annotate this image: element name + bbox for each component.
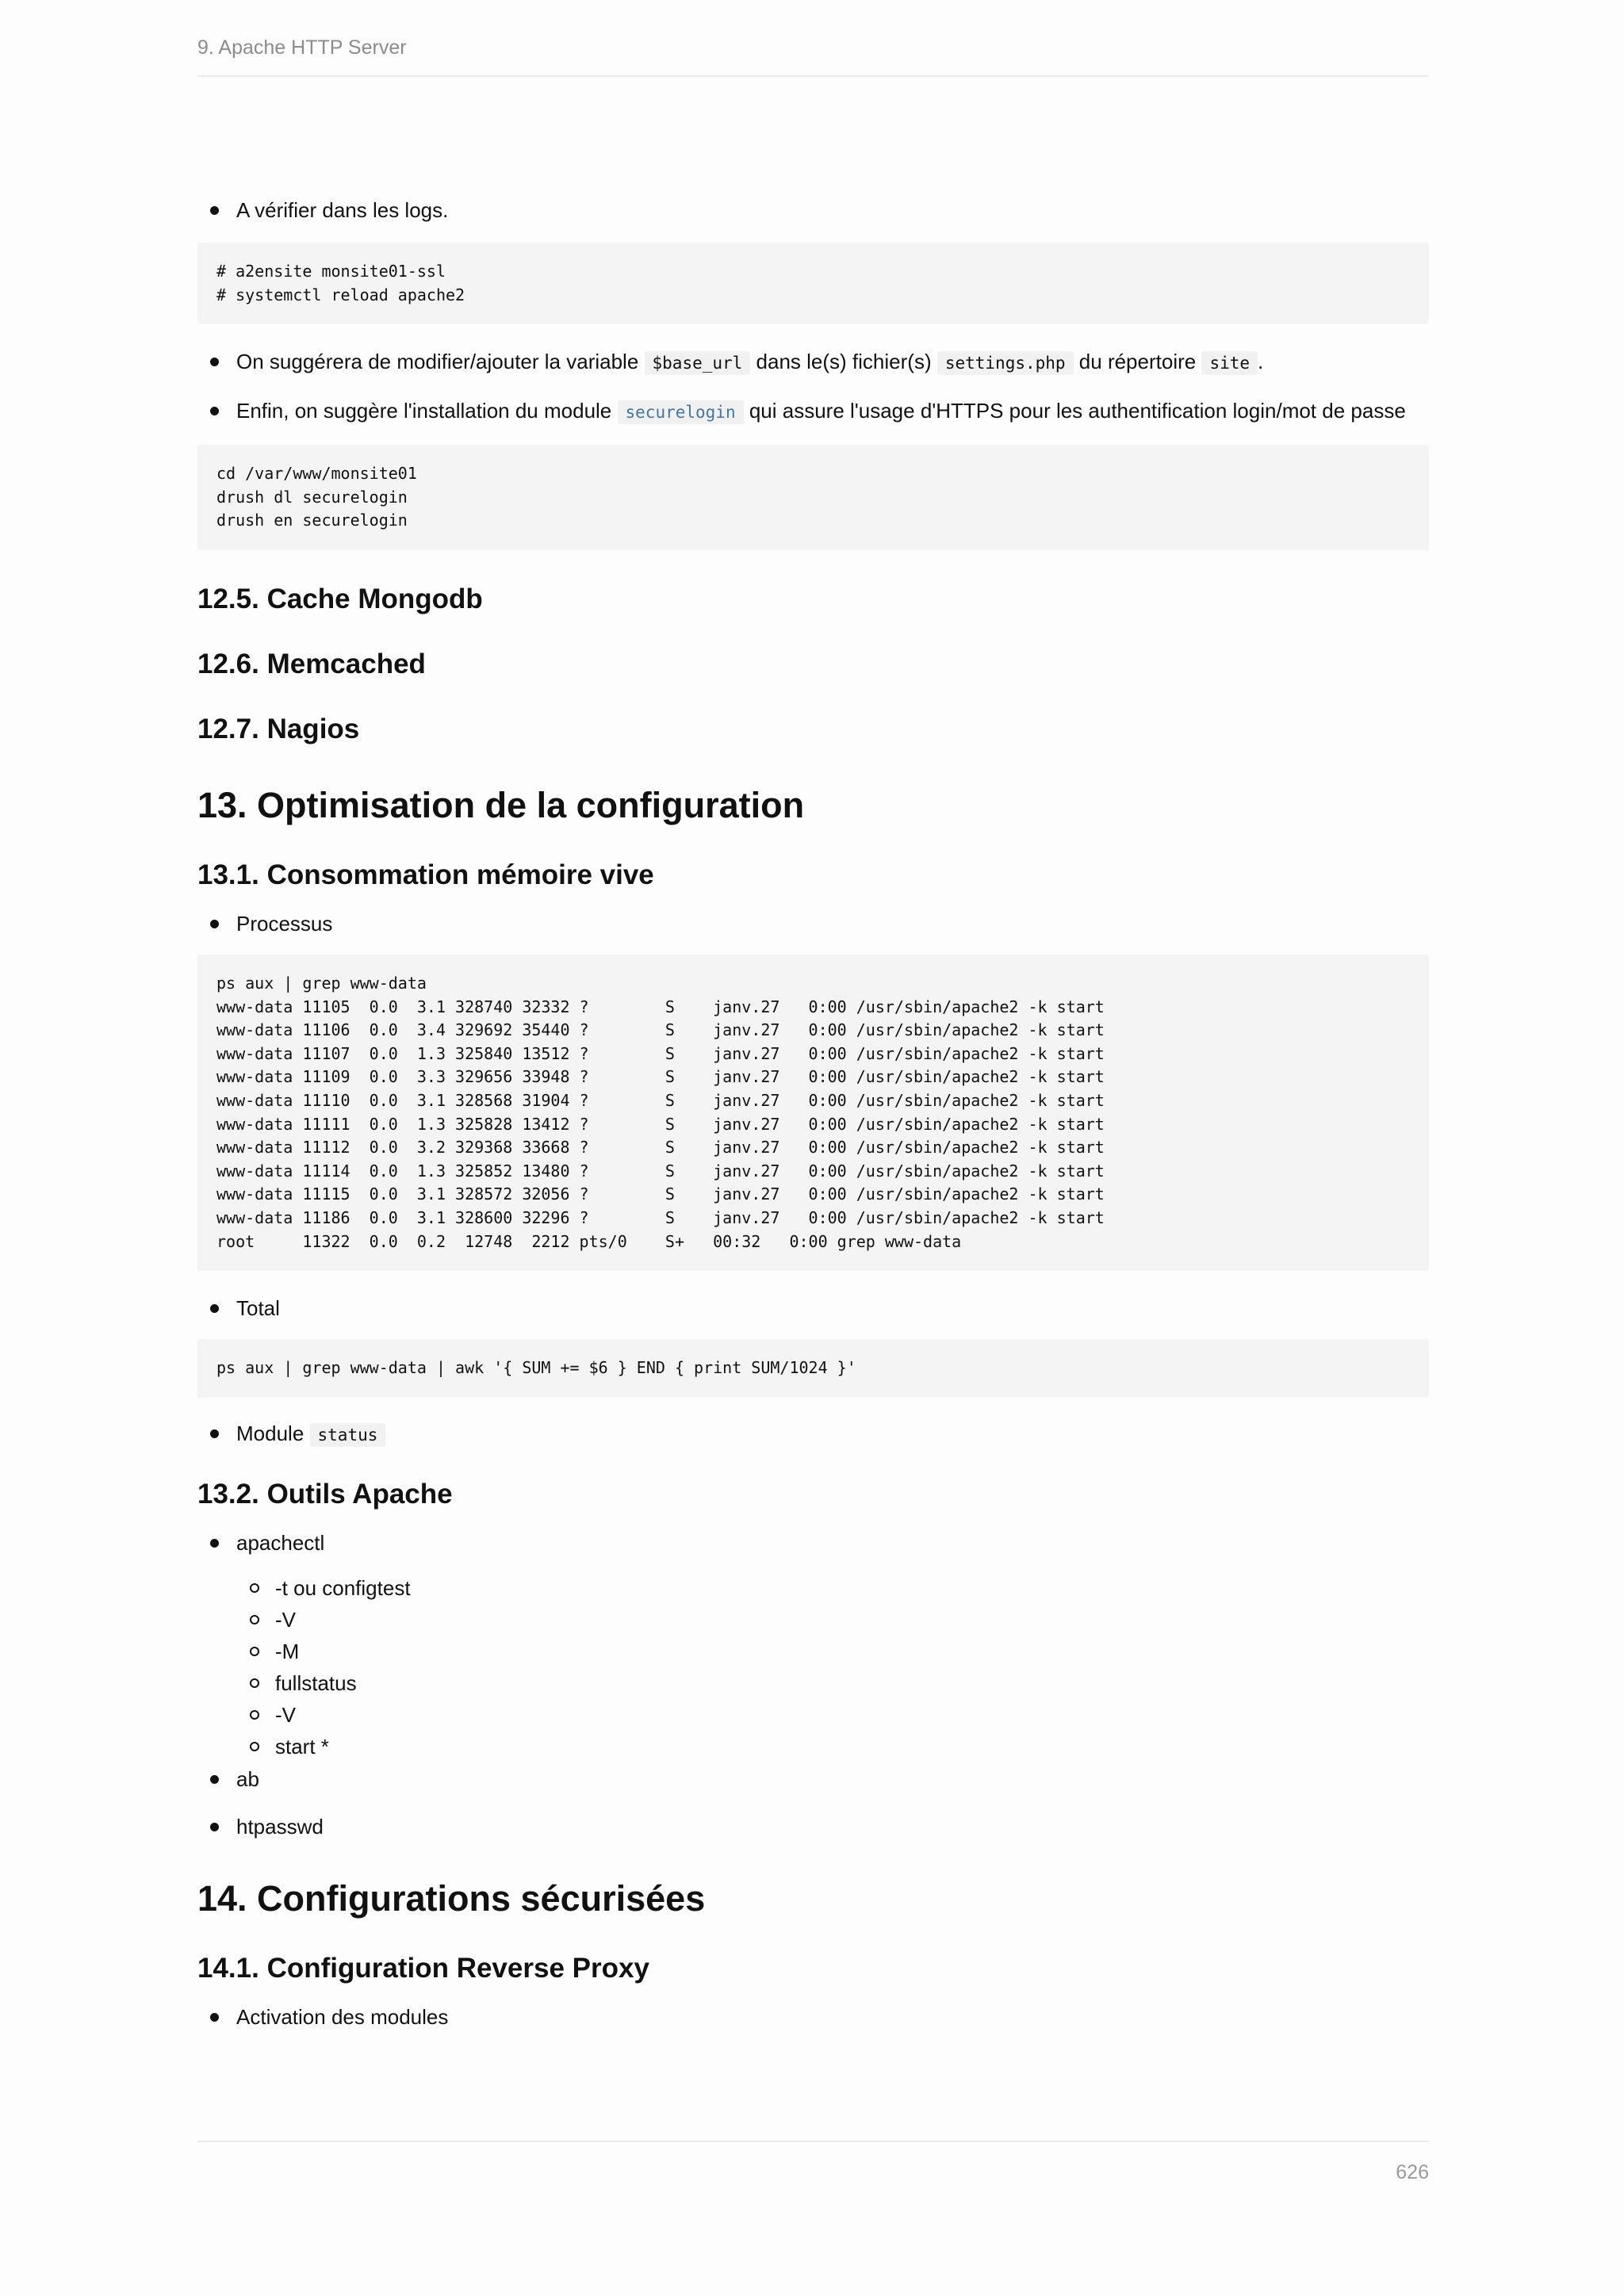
list-verify	[197, 197, 1429, 224]
list-apachectl-options	[197, 1572, 1429, 1762]
list-item: -V	[197, 1699, 1429, 1731]
list-item: apachectl	[197, 1529, 1429, 1556]
text: du répertoire	[1078, 350, 1197, 374]
securelogin-link[interactable]: securelogin	[618, 400, 744, 424]
list-item: fullstatus	[197, 1667, 1429, 1699]
list-item: -M	[197, 1636, 1429, 1667]
list-item: start *	[197, 1731, 1429, 1762]
running-header: 9. Apache HTTP Server	[197, 36, 1429, 77]
list-item	[197, 348, 1429, 377]
text: dans le(s) fichier(s)	[756, 350, 932, 374]
text: Enfin, on suggère l'installation du module	[236, 399, 612, 423]
inline-code: $base_url	[645, 351, 751, 375]
list-item	[197, 397, 1429, 426]
code-block-a2ensite: # a2ensite monsite01-ssl # systemctl reload apache2	[197, 243, 1429, 324]
list-item: Activation des modules	[197, 2003, 1429, 2030]
list-apache-tools	[197, 1529, 1429, 1556]
heading-13: 13. Optimisation de la configuration	[197, 784, 805, 825]
list-item: ab	[197, 1766, 1429, 1793]
inline-code: site	[1201, 351, 1258, 375]
heading-13-2: 13.2. Outils Apache	[197, 1478, 453, 1510]
list-drupal	[197, 348, 1429, 426]
text: Module	[236, 1421, 304, 1445]
heading-12-7: 12.7. Nagios	[197, 713, 360, 744]
inline-code: status	[310, 1423, 386, 1447]
heading-13-1: 13.1. Consommation mémoire vive	[197, 859, 654, 890]
list-activation	[197, 2003, 1429, 2030]
heading-14-1: 14.1. Configuration Reverse Proxy	[197, 1952, 649, 1984]
list-item: Processus	[197, 910, 1429, 937]
code-block-awk: ps aux | grep www-data | awk '{ SUM += $6 } END { print SUM/1024 }'	[197, 1339, 1429, 1398]
list-processus	[197, 910, 1429, 937]
inline-code: settings.php	[937, 351, 1074, 375]
list-total	[197, 1295, 1429, 1322]
list-item: A vérifier dans les logs.	[197, 197, 1429, 224]
text: qui assure l'usage d'HTTPS pour les authentification login/mot de passe	[749, 399, 1406, 423]
running-footer	[197, 2141, 1429, 2184]
code-block-drush: cd /var/www/monsite01 drush dl securelogin drush en securelogin	[197, 445, 1429, 550]
heading-14: 14. Configurations sécurisées	[197, 1877, 706, 1919]
list-module	[197, 1420, 1429, 1448]
list-item: Total	[197, 1295, 1429, 1322]
page-number: 626	[1396, 2161, 1429, 2183]
text: On suggérera de modifier/ajouter la variable	[236, 350, 639, 374]
text: .	[1258, 350, 1264, 374]
code-block-ps: ps aux | grep www-data www-data 11105 0.0 3.1 328740 32332 ? S janv.27 0:00 /usr/sbin/apache2 -k start www-data 11106 0.0 3.4 329692 35440 ? S janv.27 0:00 /usr/sbin/apache2 -k start www-data 11107 0.0 1.3 325840 13512 ? S janv.27 0:00 /usr/sbin/apache2 -k start www-data 11109 0.0 3.3 329656 33948 ? S janv.27 0:00 /usr/sbin/apache2 -k start www-data 11110 0.0 3.1 328568 31904 ? S janv.27 0:00 /usr/sbin/apache2 -k start www-data 11111 0.0 1.3 325828 13412 ? S janv.27 0:00 /usr/sbin/apache2 -k start www-data 11112 0.0 3.2 329368 33668 ? S janv.27 0:00 /usr/sbin/apache2 -k start www-data 11114 0.0 1.3 325852 13480 ? S janv.27 0:00 /usr/sbin/apache2 -k start www-data 11115 0.0 3.1 328572 32056 ? S janv.27 0:00 /usr/sbin/apache2 -k start www-data 11186 0.0 3.1 328600 32296 ? S janv.27 0:00 /usr/sbin/apache2 -k start root 11322 0.0 0.2 12748 2212 pts/0 S+ 00:32 0:00 grep www-data	[197, 955, 1429, 1271]
heading-12-6: 12.6. Memcached	[197, 648, 426, 679]
heading-12-5: 12.5. Cache Mongodb	[197, 583, 483, 614]
list-item: -t ou configtest	[197, 1572, 1429, 1604]
list-other-tools	[197, 1766, 1429, 1840]
page-content	[197, 189, 1429, 2030]
list-item: -V	[197, 1604, 1429, 1636]
list-item	[197, 1420, 1429, 1448]
list-item: htpasswd	[197, 1813, 1429, 1840]
